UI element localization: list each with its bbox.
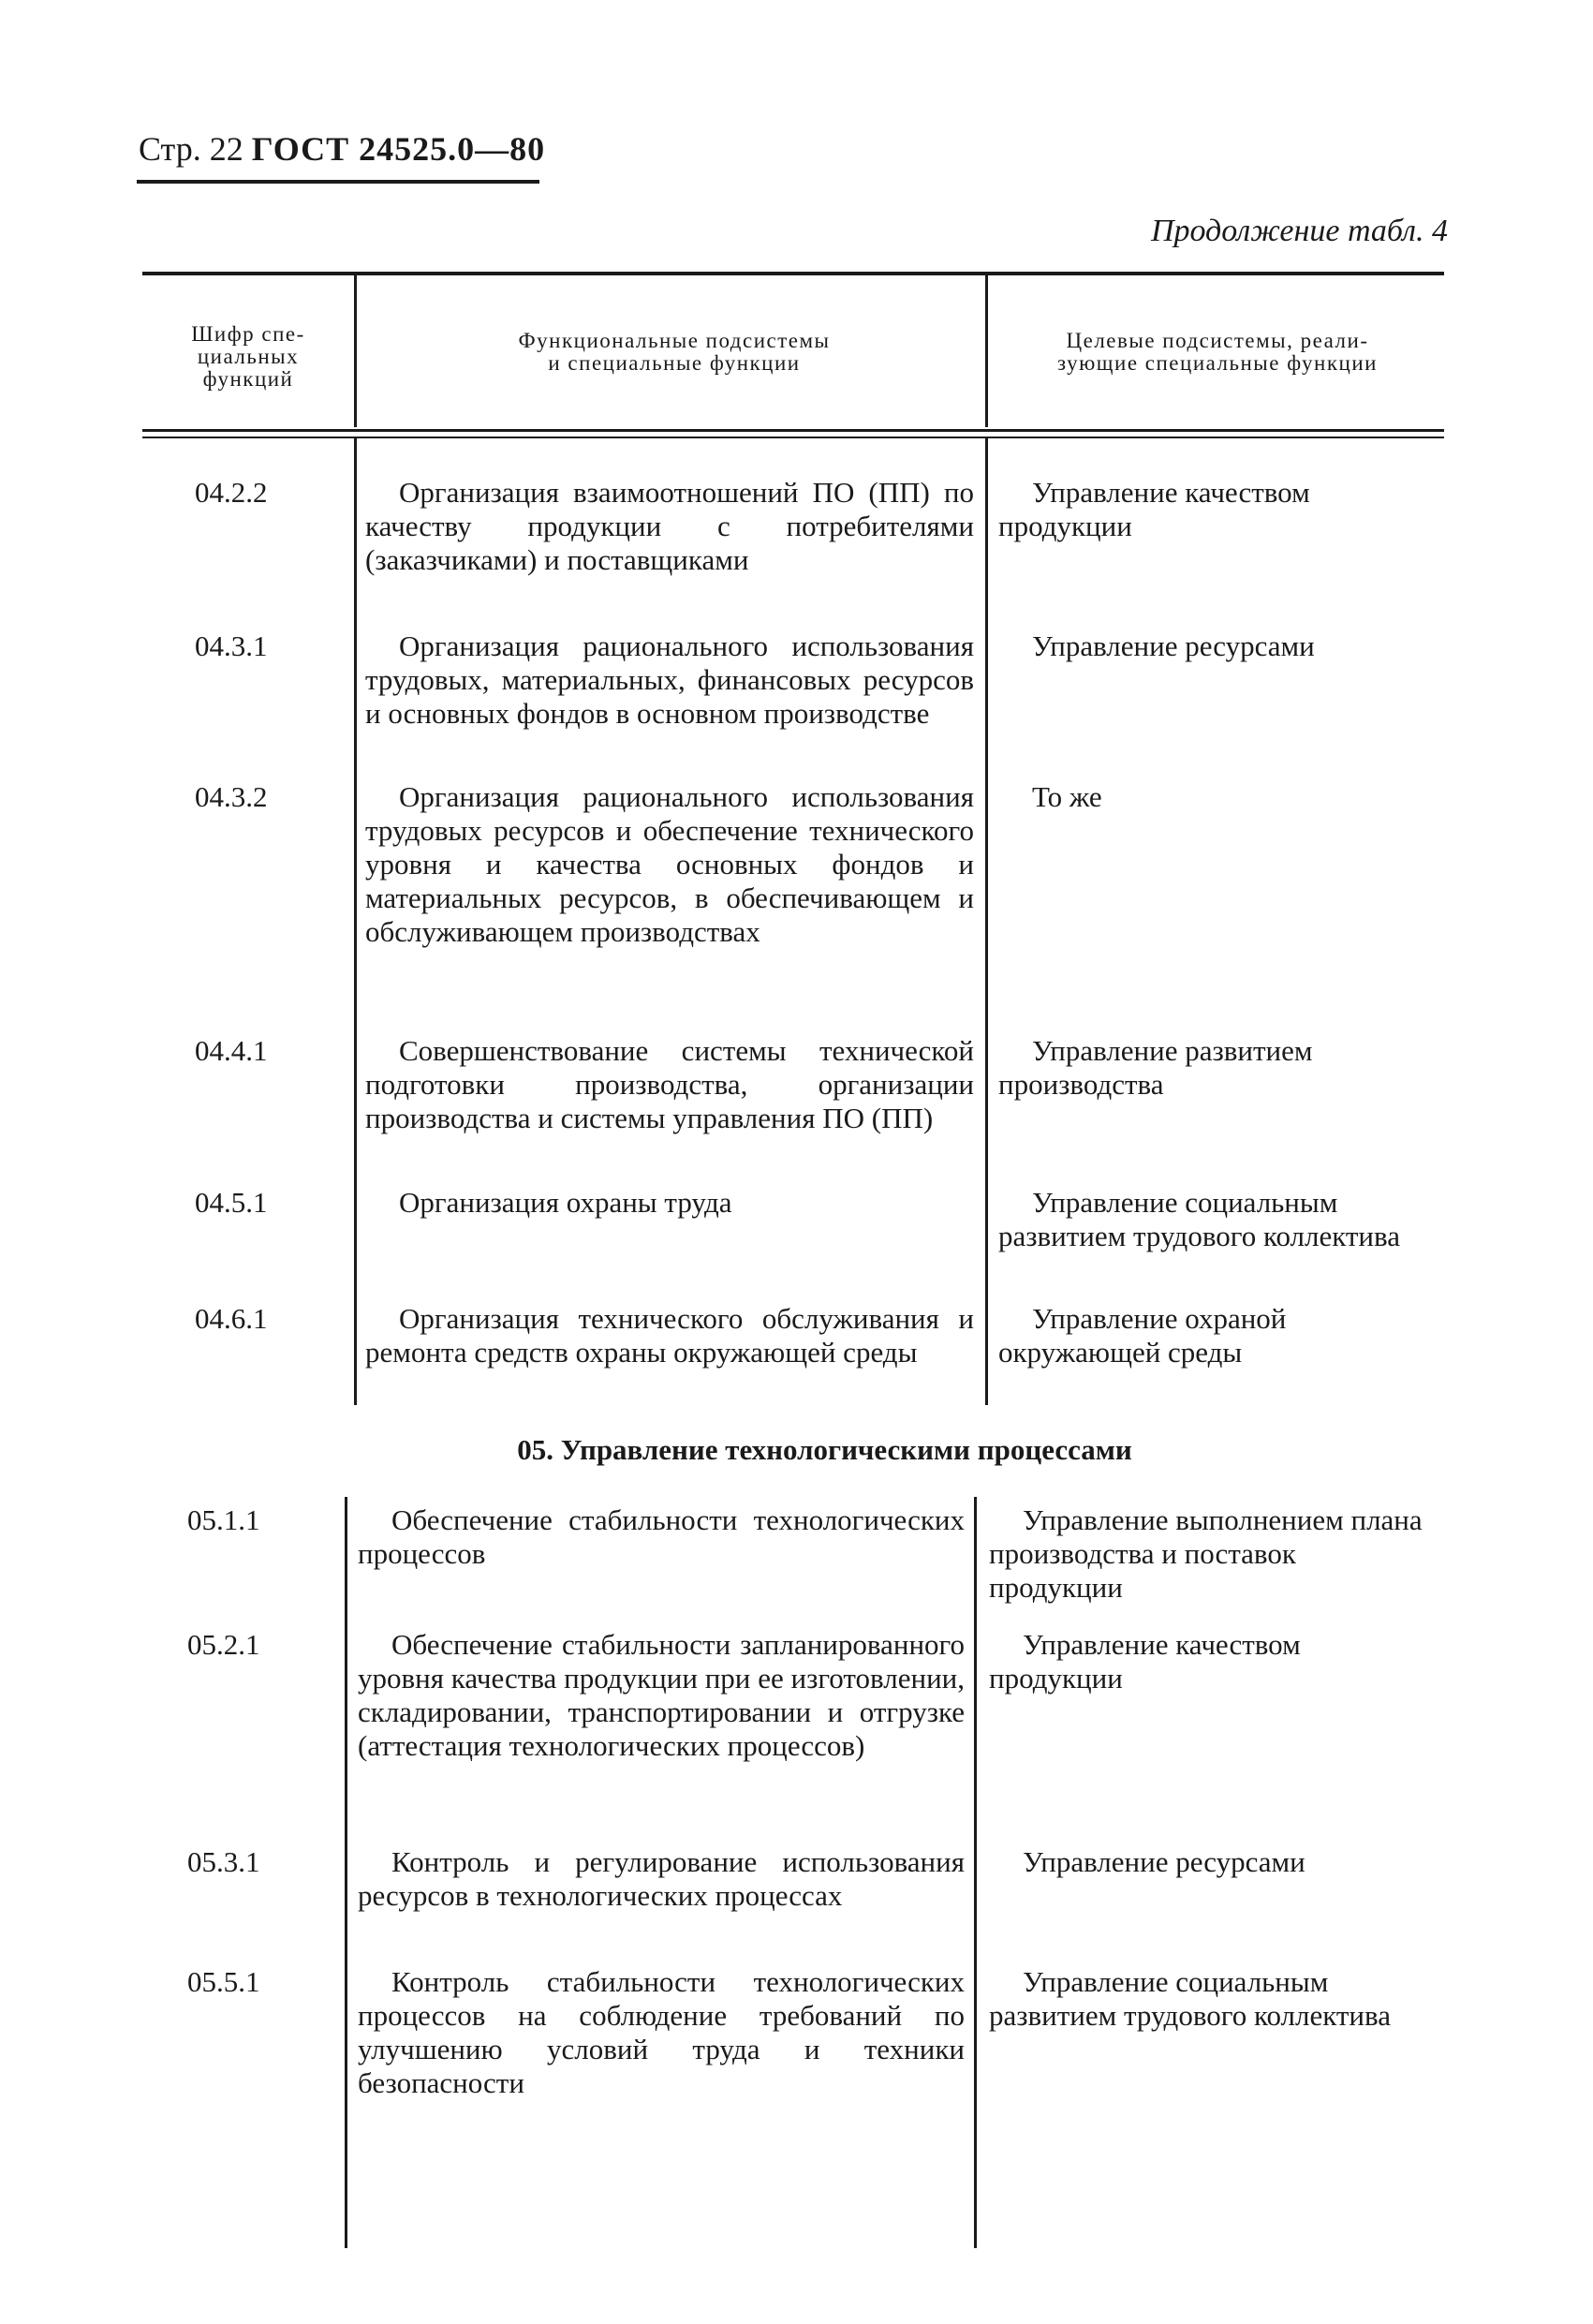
row-target: Управление качеством продукции [998,476,1310,542]
row-target: Управление социальным развитием трудового коллектива [989,1965,1392,2032]
row-target: Управление выполнением плана производства и поставок продукции [989,1503,1423,1604]
row-function: Организация охраны труда [399,1186,732,1219]
header-rule [137,180,539,184]
row-code: 04.6.1 [195,1302,268,1335]
table-top-rule [142,272,1444,275]
row-code: 05.2.1 [187,1628,260,1661]
row-function: Организация взаимоотношений ПО (ПП) по качеству продукции с потребителями (заказчиками) и поставщиками [365,476,974,576]
row-target: Управление развитием производства [998,1034,1313,1101]
column-header-code: Шифр спе- циальных функций [191,322,305,391]
row-code: 04.3.1 [195,629,268,662]
row-code: 05.3.1 [187,1845,260,1878]
column-divider [345,1497,347,2248]
gost-number: ГОСТ 24525.0—80 [251,130,546,168]
row-target: Управление ресурсами [1032,629,1315,662]
row-code: 04.3.2 [195,780,268,813]
column-header-functions: Функциональные подсистемы и специальные функции [518,329,831,375]
table-header-bottom-rule-2 [142,437,1444,438]
row-code: 05.1.1 [187,1503,260,1536]
row-function: Контроль стабильности технологических процессов на соблюдение требований по улучшению условий труда и техники безопасности [358,1965,965,2099]
row-function: Организация рационального использования трудовых, материальных, финансовых ресурсов и основных фондов в основном производстве [365,629,974,730]
row-target: Управление качеством продукции [989,1628,1301,1695]
column-divider [354,275,357,427]
page-number: Стр. 22 [139,130,243,168]
row-function: Совершенствование системы технической подготовки производства, организации производства и системы управления ПО (ПП) [365,1034,974,1134]
row-function: Обеспечение стабильности запланированного уровня качества продукции при ее изготовлении, складировании, транспортировании и отгрузке (аттестация технологических процессов) [358,1628,965,1762]
column-divider [985,438,988,1405]
row-function: Организация рационального использования трудовых ресурсов и обеспечение технического уровня и качества основных фондов и материальных ресурсов, в обеспечивающем и обслуживающем производствах [365,780,974,948]
row-target: Управление охраной окружающей среды [998,1302,1287,1369]
table-header-bottom-rule [142,429,1444,432]
row-code: 04.4.1 [195,1034,268,1067]
row-code: 04.5.1 [195,1186,268,1219]
column-divider [985,275,988,427]
row-function: Обеспечение стабильности технологических процессов [358,1503,965,1570]
row-code: 04.2.2 [195,476,268,509]
row-function: Контроль и регулирование использования ресурсов в технологических процессах [358,1845,965,1912]
row-code: 05.5.1 [187,1965,260,1998]
column-divider [974,1497,977,2248]
page-header [139,129,545,169]
table-continuation-caption: Продолжение табл. 4 [1150,214,1448,248]
row-target: Управление ресурсами [1023,1845,1305,1878]
row-target: То же [1032,780,1102,813]
column-header-targets: Целевые подсистемы, реали- зующие специальные функции [1057,329,1378,375]
section-title: 05. Управление технологическими процессами [517,1433,1132,1466]
row-function: Организация технического обслуживания и ремонта средств охраны окружающей среды [365,1302,974,1369]
row-target: Управление социальным развитием трудового коллектива [998,1186,1401,1252]
column-divider [354,438,357,1405]
